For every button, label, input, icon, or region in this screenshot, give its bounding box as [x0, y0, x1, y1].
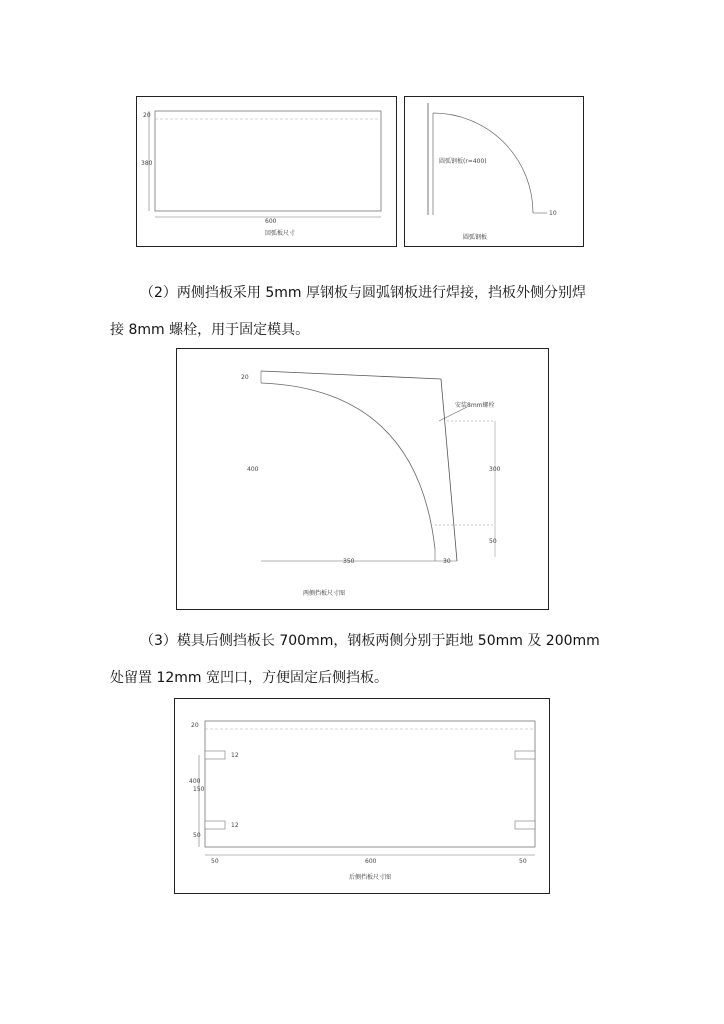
arc-drawing: [405, 97, 585, 248]
dim-left: 400: [247, 466, 259, 473]
bolt-label: 安装8mm螺栓: [455, 402, 495, 409]
figure-caption: 圆弧钢板: [463, 234, 488, 241]
figure-plate-size: [136, 96, 397, 247]
dim-bottom-main: 350: [343, 558, 355, 565]
dim-right-lower: 50: [489, 538, 497, 545]
dim-bottom-small: 30: [443, 558, 451, 565]
dim-top: 20: [241, 374, 249, 381]
figure-arc-plate: [404, 96, 584, 247]
arc-label: 圆弧钢板(r=400): [439, 158, 487, 165]
figure-caption: 两侧挡板尺寸图: [303, 590, 346, 597]
dim-top: 20: [143, 112, 151, 119]
dim-lower: 50: [193, 832, 201, 839]
figure-rear-plate: [174, 698, 550, 894]
dim-middle: 150: [193, 786, 205, 793]
dim-bottom-mid: 600: [365, 858, 377, 865]
plate-drawing: [137, 97, 398, 248]
dim-top: 20: [191, 722, 199, 729]
dim-notch-upper: 12: [231, 752, 239, 759]
figure-side-plate: [176, 348, 549, 610]
dim-right-upper: 300: [489, 466, 501, 473]
paragraph-side-plates-line1: （2）两侧挡板采用 5mm 厚钢板与圆弧钢板进行焊接，挡板外侧分别焊: [140, 285, 586, 301]
rear-plate-drawing: [175, 699, 551, 895]
paragraph-side-plates-line2: 接 8mm 螺栓，用于固定模具。: [110, 322, 310, 338]
dim-total: 400: [189, 778, 201, 785]
dim-side: 380: [141, 160, 153, 167]
figure-caption: 后侧挡板尺寸图: [349, 874, 392, 881]
paragraph-rear-plate-line1: （3）模具后侧挡板长 700mm，钢板两侧分别于距地 50mm 及 200mm: [140, 633, 600, 649]
side-plate-drawing: [177, 349, 550, 611]
paragraph-rear-plate-line2: 处留置 12mm 宽凹口，方便固定后侧挡板。: [110, 670, 388, 686]
dim-notch-lower: 12: [231, 822, 239, 829]
dim-bottom-right: 50: [519, 858, 527, 865]
dim-bottom-left: 50: [211, 858, 219, 865]
dim-bottom: 600: [265, 218, 277, 225]
figure-caption: 回弧板尺寸: [265, 230, 296, 237]
arc-dim: 10: [549, 210, 557, 217]
